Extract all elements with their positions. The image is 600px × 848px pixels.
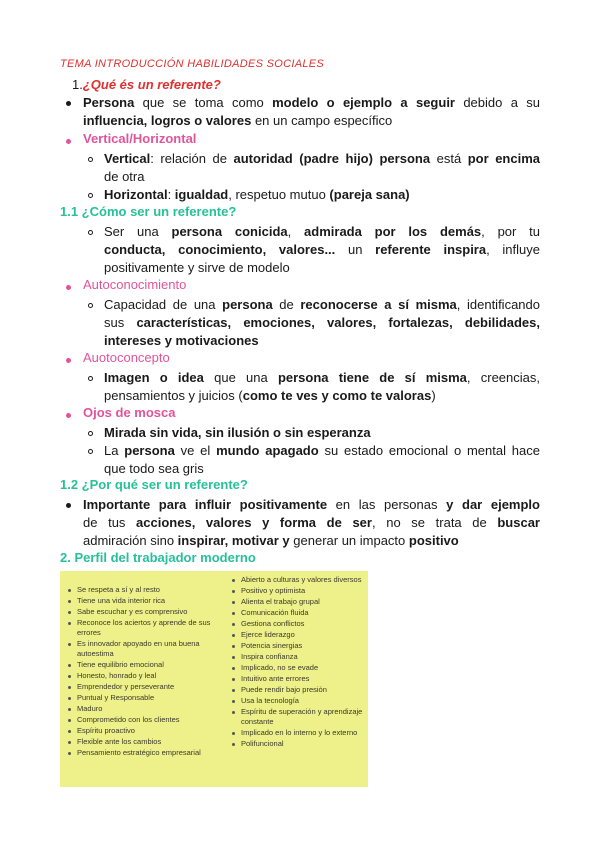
- text-bold: persona conicida: [171, 224, 288, 239]
- text: que una: [203, 370, 278, 385]
- photo-list-item: [68, 682, 235, 692]
- photo-list-item: [232, 586, 369, 596]
- bullet-dot: [232, 700, 235, 703]
- text: de tus: [83, 515, 137, 530]
- photo-item-text: Comunicación fluida: [241, 608, 309, 617]
- autoconocimiento-line3: intereses y motivaciones: [104, 333, 259, 348]
- bullet-dot: [232, 601, 235, 604]
- bullet-circle: [88, 376, 93, 381]
- text: generar un impacto: [289, 533, 409, 548]
- topic-title: TEMA INTRODUCCIÓN HABILIDADES SOCIALES: [60, 58, 325, 70]
- text-bold: modelo o ejemplo a seguir: [272, 95, 455, 110]
- text-bold: Imagen o idea: [104, 370, 204, 385]
- bullet-dot: [66, 503, 71, 508]
- photo-item-text: Ejerce liderazgo: [241, 630, 295, 639]
- como-line3: positivamente y sirve de modelo: [104, 260, 290, 275]
- bullet-dot: [232, 623, 235, 626]
- text: Capacidad de una: [104, 297, 223, 312]
- text-bold: buscar: [497, 515, 540, 530]
- bullet-dot: [68, 741, 71, 744]
- text-bold: (pareja sana): [329, 187, 410, 202]
- autoconocimiento-line1: [104, 296, 540, 314]
- bullet-dot: [232, 590, 235, 593]
- bullet-circle: [88, 303, 93, 308]
- text: , creencias,: [466, 370, 540, 385]
- bullet-circle: [88, 193, 93, 198]
- bullet-dot: [68, 752, 71, 755]
- text-bold: características, emociones, valores, fortalezas, debilidades,: [136, 315, 541, 330]
- text: , respetuo mutuo: [228, 187, 330, 202]
- vertical-horizontal-heading: Vertical/Horizontal: [83, 131, 197, 146]
- text-bold: Persona: [83, 95, 135, 110]
- text: , por tu: [481, 224, 540, 239]
- text: debido a su: [454, 95, 540, 110]
- text: está: [430, 151, 468, 166]
- photo-item-text: Usa la tecnología: [241, 696, 299, 705]
- text-bold: y dar ejemplo: [446, 497, 540, 512]
- photo-item-text: Reconoce los aciertos y aprende de sus errores: [77, 618, 211, 637]
- photo-list-item: [68, 704, 235, 714]
- photo-list-item: [68, 607, 235, 617]
- text-bold: Importante para influir positivamente: [83, 497, 328, 512]
- photo-item-text: Alienta el trabajo grupal: [241, 597, 320, 606]
- text-bold: igualdad: [174, 187, 229, 202]
- bullet-dot: [68, 675, 71, 678]
- photo-item-text: Implicado en lo interno y lo externo: [241, 728, 358, 737]
- photo-list-item: [68, 660, 235, 670]
- photo-item-text: Inspira confianza: [241, 652, 298, 661]
- bullet-dot: [232, 678, 235, 681]
- photo-list-item: [68, 671, 235, 681]
- porque-line2: [83, 514, 540, 532]
- text: un: [335, 242, 376, 257]
- photo-list-right: [232, 575, 369, 750]
- autoconcepto-line2: [104, 387, 436, 405]
- text-bold: Vertical: [104, 151, 151, 166]
- photo-list-item: [68, 585, 235, 595]
- bullet-dot: [68, 719, 71, 722]
- text-bold: como te ves y como te valoras: [242, 388, 432, 403]
- text: pensamientos y juicios (: [104, 388, 243, 403]
- photo-item-text: Flexible ante los cambios: [77, 737, 162, 746]
- photo-list-item: [232, 707, 369, 727]
- text-bold: conducta, conocimiento, valores...: [104, 242, 336, 257]
- bullet-dot: [232, 732, 235, 735]
- photo-item-text: Implicado, no se evade: [241, 663, 319, 672]
- ojos-line1: Mirada sin vida, sin ilusión o sin esperanza: [104, 425, 371, 440]
- photo-list-item: [68, 737, 235, 747]
- text: su estado emocional o mental hace: [318, 443, 540, 458]
- text-bold: por encima: [467, 151, 541, 166]
- photo-list-item: [232, 739, 369, 749]
- bullet-dot-pink: [66, 413, 71, 418]
- section-1-1-heading: 1.1 ¿Cómo ser un referente?: [60, 204, 237, 219]
- photo-item-text: Emprendedor y perseverante: [77, 682, 175, 691]
- photo-item-text: Tiene una vida interior rica: [77, 596, 166, 605]
- bullet-dot: [68, 708, 71, 711]
- text: :: [167, 187, 175, 202]
- text: ,: [287, 224, 305, 239]
- photo-list-item: [232, 597, 369, 607]
- text: , no se trata de: [371, 515, 498, 530]
- ojos-de-mosca-heading: Ojos de mosca: [83, 405, 176, 420]
- bullet-dot: [68, 589, 71, 592]
- text-bold: acciones, valores y forma de ser: [136, 515, 372, 530]
- text: , influye: [486, 242, 540, 257]
- section-1-heading: [72, 77, 221, 92]
- bullet-dot: [232, 656, 235, 659]
- porque-line3: [83, 532, 459, 550]
- bullet-dot: [68, 643, 71, 646]
- photo-list-item: [232, 728, 369, 738]
- como-line2: [104, 241, 540, 259]
- text: en las personas: [327, 497, 447, 512]
- section-1-number: 1.: [72, 77, 83, 92]
- como-line1: [104, 223, 540, 241]
- text-bold: autoridad (padre hijo) persona: [233, 151, 431, 166]
- photo-list-item: [68, 726, 235, 736]
- photo-item-text: Intuitivo ante errores: [241, 674, 310, 683]
- photo-item-text: Sabe escuchar y es comprensivo: [77, 607, 188, 616]
- bullet-circle: [88, 230, 93, 235]
- text-bold: mundo apagado: [216, 443, 319, 458]
- bullet-dot: [66, 101, 71, 106]
- text: que se toma como: [134, 95, 273, 110]
- bullet-dot: [68, 600, 71, 603]
- photo-item-text: Gestiona conflictos: [241, 619, 305, 628]
- photo-list-item: [232, 641, 369, 651]
- bullet-dot: [68, 622, 71, 625]
- bullet-dot: [68, 664, 71, 667]
- section-1-title: ¿Qué és un referente?: [82, 77, 221, 92]
- ojos-line2: [104, 442, 540, 460]
- bullet-dot-pink: [66, 139, 71, 144]
- photo-item-text: Potencia sinergias: [241, 641, 303, 650]
- bullet-circle: [88, 449, 93, 454]
- photo-list-item: [68, 715, 235, 725]
- bullet-circle: [88, 431, 93, 436]
- photo-list-item: [68, 693, 235, 703]
- photo-item-text: Es innovador apoyado en una buena autoestima: [77, 639, 200, 658]
- photo-item-text: Maduro: [77, 704, 103, 713]
- horizontal-line: [104, 186, 410, 204]
- photo-item-text: Puede rendir bajo presión: [241, 685, 327, 694]
- section-2-heading: 2. Perfil del trabajador moderno: [60, 550, 256, 565]
- photo-list-item: [232, 685, 369, 695]
- autoconocimiento-line2: [104, 314, 540, 332]
- bullet-dot: [232, 743, 235, 746]
- photo-list-item: [68, 639, 235, 659]
- text: ve el: [174, 443, 217, 458]
- photo-item-text: Tiene equilibrio emocional: [77, 660, 164, 669]
- text: sus: [104, 315, 137, 330]
- vertical-line1: [104, 150, 540, 168]
- photo-item-text: Abierto a culturas y valores diversos: [241, 575, 362, 584]
- bullet-dot-pink: [66, 285, 71, 290]
- text: admiración sino: [83, 533, 178, 548]
- text-bold: positivo: [408, 533, 459, 548]
- bullet-dot: [232, 634, 235, 637]
- bullet-dot: [68, 686, 71, 689]
- photo-item-text: Espíritu proactivo: [77, 726, 135, 735]
- paragraph-referente-line1: [83, 94, 540, 112]
- bullet-dot: [232, 612, 235, 615]
- photo-list-item: [232, 608, 369, 618]
- ojos-line3: que todo sea gris: [104, 461, 204, 476]
- autoconcepto-heading: Auotoconcepto: [83, 350, 170, 365]
- photo-item-text: Comprometido con los clientes: [77, 715, 180, 724]
- text-bold: persona: [222, 297, 273, 312]
- bullet-dot-pink: [66, 358, 71, 363]
- bullet-dot: [68, 697, 71, 700]
- photo-item-text: Positivo y optimista: [241, 586, 306, 595]
- vertical-line2: de otra: [104, 169, 145, 184]
- photo-list-left: [68, 585, 235, 759]
- section-1-2-heading: 1.2 ¿Por qué ser un referente?: [60, 477, 248, 492]
- text-bold: referente inspira: [375, 242, 487, 257]
- text: , identificando: [456, 297, 540, 312]
- profile-photo: [60, 571, 368, 787]
- text: : relación de: [150, 151, 234, 166]
- bullet-dot: [232, 689, 235, 692]
- text-bold: persona tiene de sí misma: [277, 370, 467, 385]
- autoconocimiento-heading: Autoconocimiento: [83, 277, 187, 292]
- photo-list-item: [68, 618, 235, 638]
- photo-list-item: [232, 619, 369, 629]
- bullet-dot: [232, 579, 235, 582]
- text-bold: Horizontal: [104, 187, 168, 202]
- photo-item-text: Honesto, honrado y leal: [77, 671, 157, 680]
- photo-item-text: Se respeta a sí y al resto: [77, 585, 160, 594]
- bullet-circle: [88, 157, 93, 162]
- text: La: [104, 443, 125, 458]
- bullet-dot: [232, 667, 235, 670]
- text: de: [272, 297, 301, 312]
- text-bold: influencia, logros o valores: [83, 113, 252, 128]
- text-bold: inspirar, motivar y: [177, 533, 290, 548]
- photo-list-item: [232, 674, 369, 684]
- bullet-dot: [68, 611, 71, 614]
- text: Ser una: [104, 224, 172, 239]
- photo-item-text: Pensamiento estratégico empresarial: [77, 748, 201, 757]
- text: en un campo específico: [251, 113, 393, 128]
- bullet-dot: [68, 730, 71, 733]
- photo-list-item: [68, 748, 235, 758]
- photo-item-text: Polifuncional: [241, 739, 284, 748]
- photo-item-text: Espíritu de superación y aprendizaje constante: [241, 707, 363, 726]
- text-bold: reconocerse a sí misma: [300, 297, 457, 312]
- text: ): [431, 388, 436, 403]
- paragraph-referente-line2: [83, 112, 392, 130]
- photo-item-text: Puntual y Responsable: [77, 693, 155, 702]
- bullet-dot: [232, 711, 235, 714]
- text-bold: admirada por los demás: [304, 224, 482, 239]
- photo-list-item: [232, 575, 369, 585]
- text-bold: persona: [124, 443, 175, 458]
- autoconcepto-line1: [104, 369, 540, 387]
- photo-list-item: [232, 663, 369, 673]
- photo-list-item: [232, 652, 369, 662]
- porque-line1: [83, 496, 540, 514]
- photo-list-item: [232, 630, 369, 640]
- bullet-dot: [232, 645, 235, 648]
- photo-list-item: [68, 596, 235, 606]
- photo-list-item: [232, 696, 369, 706]
